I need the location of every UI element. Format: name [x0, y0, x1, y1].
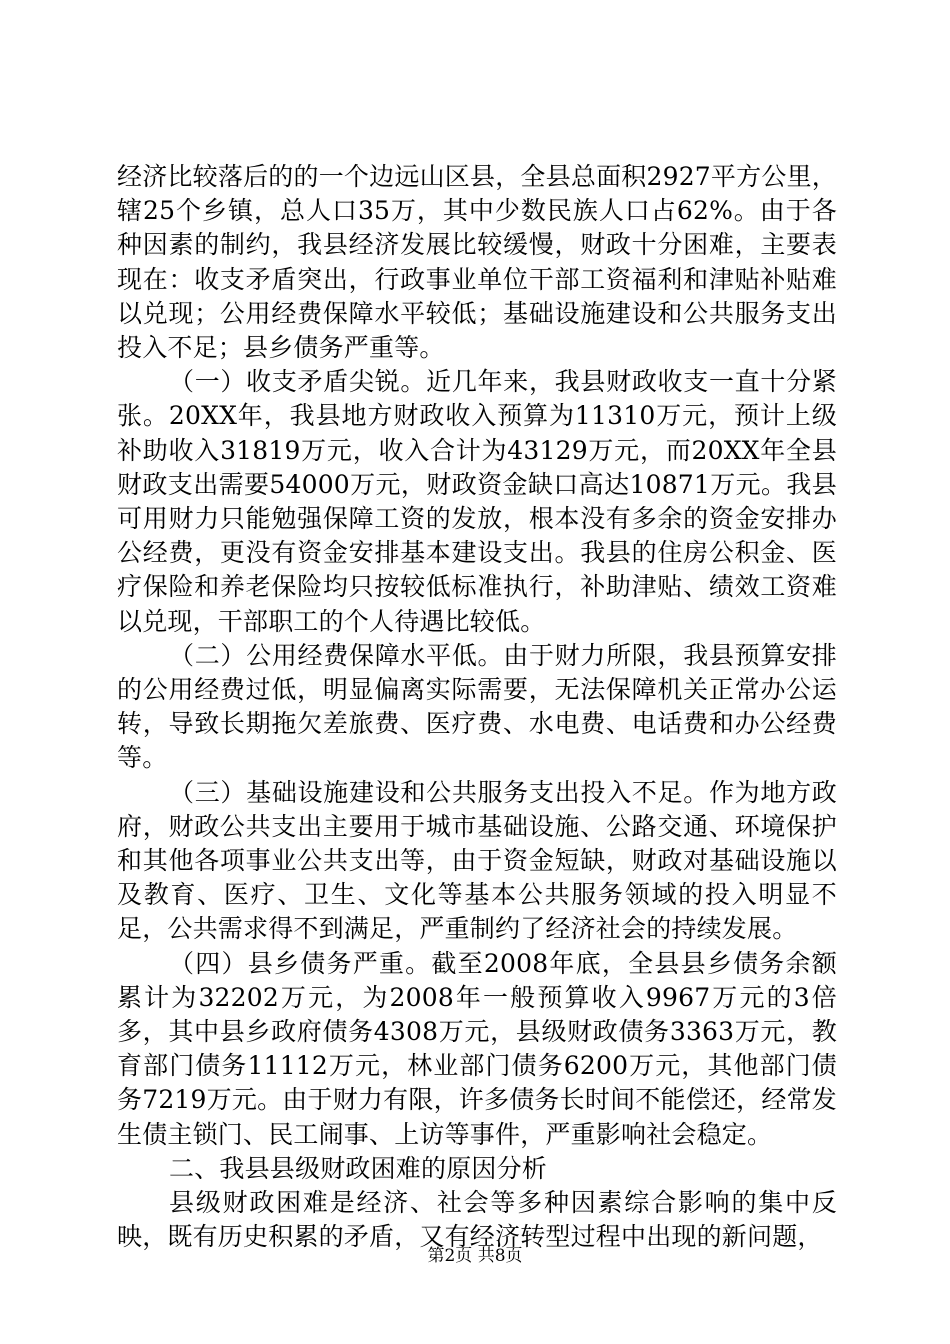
paragraph-section-3: （三）基础设施建设和公共服务支出投入不足。作为地方政府，财政公共支出主要用于城市基础设施、公路交通、环境保护和其他各项事业公共支出等，由于资金短缺，财政对基础设施以及教育、医疗、卫生、文化等基本公共服务领域的投入明显不足，公共需求得不到满足，严重制约了经济社会的持续发展。	[117, 777, 837, 944]
paragraph-section-1: （一）收支矛盾尖锐。近几年来，我县财政收支一直十分紧张。20XX年，我县地方财政收入预算为11310万元，预计上级补助收入31819万元，收入合计为43129万元，而20XX年全县财政支出需要54000万元，财政资金缺口高达10871万元。我县可用财力只能勉强保障工资的发放，根本没有多余的资金安排办公经费，更没有资金安排基本建设支出。我县的住房公积金、医疗保险和养老保险均只按较低标准执行，补助津贴、绩效工资难以兑现，干部职工的个人待遇比较低。	[117, 367, 837, 636]
section-heading: 二、我县县级财政困难的原因分析	[169, 1153, 548, 1183]
document-body	[117, 160, 837, 1255]
paragraph-section-2: （二）公用经费保障水平低。由于财力所限，我县预算安排的公用经费过低，明显偏离实际需要，无法保障机关正常办公运转，导致长期拖欠差旅费、医疗费、水电费、电话费和办公经费等。	[117, 640, 837, 773]
page-footer: 第2页 共8页	[427, 1246, 523, 1266]
paragraph-section-4: （四）县乡债务严重。截至2008年底，全县县乡债务余额累计为32202万元，为2008年一般预算收入9967万元的3倍多，其中县乡政府债务4308万元，县级财政债务3363万元，教育部门债务11112万元，林业部门债务6200万元，其他部门债务7219万元。由于财力有限，许多债务长时间不能偿还，经常发生债主锁门、民工闹事、上访等事件，严重影响社会稳定。	[117, 948, 837, 1149]
paragraph-analysis: 县级财政困难是经济、社会等多种因素综合影响的集中反映，既有历史积累的矛盾，又有经济转型过程中出现的新问题，	[117, 1188, 837, 1252]
paragraph-intro: 经济比较落后的的一个边远山区县，全县总面积2927平方公里，辖25个乡镇，总人口35万，其中少数民族人口占62%。由于各种因素的制约，我县经济发展比较缓慢，财政十分困难，主要表现在：收支矛盾突出，行政事业单位干部工资福利和津贴补贴难以兑现；公用经费保障水平较低；基础设施建设和公共服务支出投入不足；县乡债务严重等。	[117, 162, 837, 363]
